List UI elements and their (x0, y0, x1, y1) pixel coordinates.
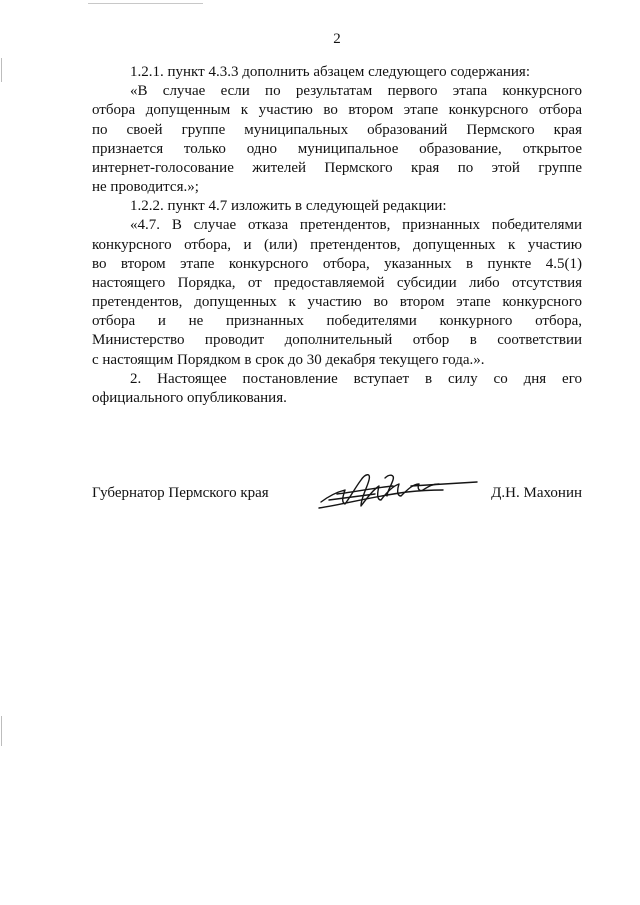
paragraph-line: «В случае если по результатам первого этапа конкурсного (130, 83, 582, 100)
paragraph-line: во втором этапе конкурсного отбора, указанных в пункте 4.5(1) (92, 255, 582, 272)
paragraph-line: претендентов, допущенных к участию во втором этапе конкурсного (92, 294, 582, 311)
paragraph-line: не проводится.»; (92, 179, 199, 196)
paragraph-line: отбора допущенным к участию во втором этапе конкурсного отбора (92, 102, 582, 119)
paragraph-line: по своей группе муниципальных образований Пермского края (92, 121, 582, 138)
scan-edge-mark (1, 58, 2, 82)
paragraph-line: официального опубликования. (92, 389, 287, 406)
paragraph-line: признается только одно муниципальное образование, открытое (92, 140, 582, 157)
paragraph-line: настоящего Порядка, от предоставляемой субсидии либо отсутствия (92, 274, 582, 291)
paragraph-line: интернет-голосование жителей Пермского края по этой группе (92, 159, 582, 176)
signatory-position: Губернатор Пермского края (92, 485, 269, 501)
handwritten-signature (315, 466, 480, 514)
signatory-name: Д.Н. Махонин (491, 485, 582, 501)
paragraph-line: с настоящим Порядком в срок до 30 декабря текущего года.». (92, 351, 485, 368)
scan-edge-mark (1, 716, 2, 746)
paragraph-line: 1.2.1. пункт 4.3.3 дополнить абзацем следующего содержания: (130, 64, 530, 80)
page-number: 2 (333, 31, 341, 47)
document-body (92, 63, 582, 408)
paragraph-line: Министерство проводит дополнительный отбор в соответствии (92, 332, 582, 349)
scan-edge-line (88, 3, 203, 4)
paragraph-line: отбора и не признанных победителями конкурного отбора, (92, 313, 582, 330)
paragraph-line: 1.2.2. пункт 4.7 изложить в следующей редакции: (130, 198, 447, 215)
paragraph-line: «4.7. В случае отказа претендентов, признанных победителями (130, 217, 582, 234)
paragraph-line: конкурсного отбора, и (или) претендентов, допущенных к участию (92, 236, 582, 253)
paragraph-line: 2. Настоящее постановление вступает в силу со дня его (130, 370, 582, 387)
